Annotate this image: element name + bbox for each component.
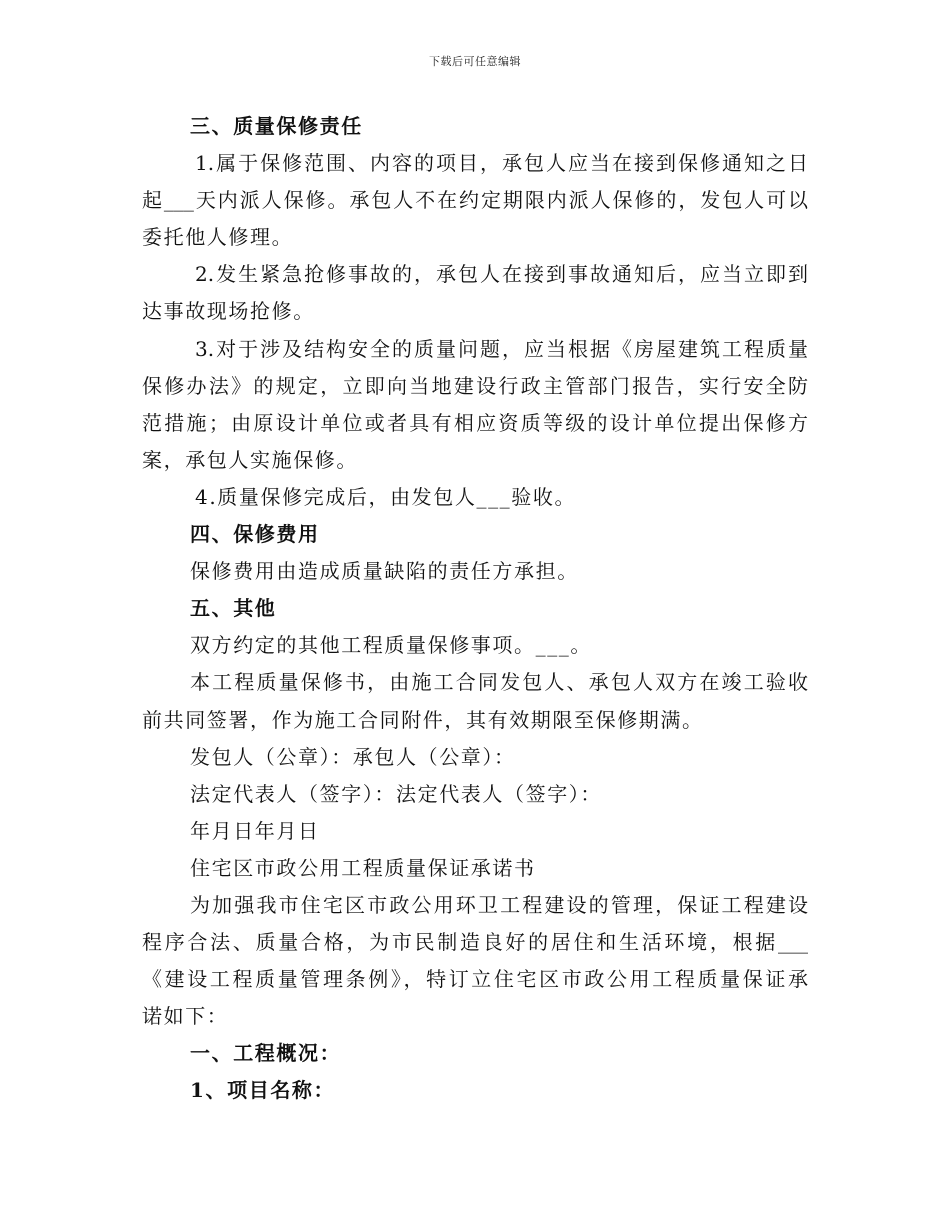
project-name-label: 1、项目名称： [190,1078,336,1103]
closing-line-1: 本工程质量保修书，由施工合同发包人、承包人双方在竣工验收 [190,670,808,695]
signature-date-line: 年月日年月日 [190,818,320,843]
section-heading-project-overview: 一、工程概况： [190,1041,342,1066]
commitment-intro-line-4: 诺如下： [142,1004,229,1029]
warranty-item-1-line-1: 1.属于保修范围、内容的项目，承包人应当在接到保修通知之日 [195,151,808,176]
signature-representative-line: 法定代表人（签字）：法定代表人（签字）： [190,781,602,806]
warranty-item-1-line-3: 委托他人修理。 [142,225,294,250]
warranty-item-3-line-2: 保修办法》的规定，立即向当地建设行政主管部门报告，实行安全防 [142,373,808,398]
fees-text: 保修费用由造成质量缺陷的责任方承担。 [190,559,579,584]
section-heading-warranty: 三、质量保修责任 [190,114,363,138]
warranty-item-4-line-1: 4.质量保修完成后，由发包人___验收。 [195,484,577,509]
commitment-title: 住宅区市政公用工程质量保证承诺书 [190,855,536,880]
document-body [142,108,808,1110]
closing-line-2: 前共同签署，作为施工合同附件，其有效期限至保修期满。 [142,707,704,732]
warranty-item-3-line-1: 3.对于涉及结构安全的质量问题，应当根据《房屋建筑工程质量 [195,336,808,361]
commitment-intro-line-1: 为加强我市住宅区市政公用环卫工程建设的管理，保证工程建设 [190,892,808,917]
warranty-item-3-line-3: 范措施；由原设计单位或者具有相应资质等级的设计单位提出保修方 [142,410,808,435]
commitment-intro-line-2: 程序合法、质量合格，为市民制造良好的居住和生活环境，根据___ [142,930,808,955]
section-heading-fees: 四、保修费用 [190,522,320,547]
signature-seal-line: 发包人（公章）：承包人（公章）： [190,744,516,769]
other-text: 双方约定的其他工程质量保修事项。___。 [190,633,592,658]
warranty-item-2-line-1: 2.发生紧急抢修事故的，承包人在接到事故通知后，应当立即到 [195,262,808,287]
warranty-item-1-line-2: 起___天内派人保修。承包人不在约定期限内派人保修的，发包人可以 [142,188,808,213]
page-header-note: 下载后可任意编辑 [429,55,521,68]
commitment-intro-line-3: 《建设工程质量管理条例》，特订立住宅区市政公用工程质量保证承 [142,967,808,992]
warranty-item-3-line-4: 案，承包人实施保修。 [142,447,358,472]
section-heading-other: 五、其他 [190,596,277,621]
warranty-item-2-line-2: 达事故现场抢修。 [142,299,315,324]
